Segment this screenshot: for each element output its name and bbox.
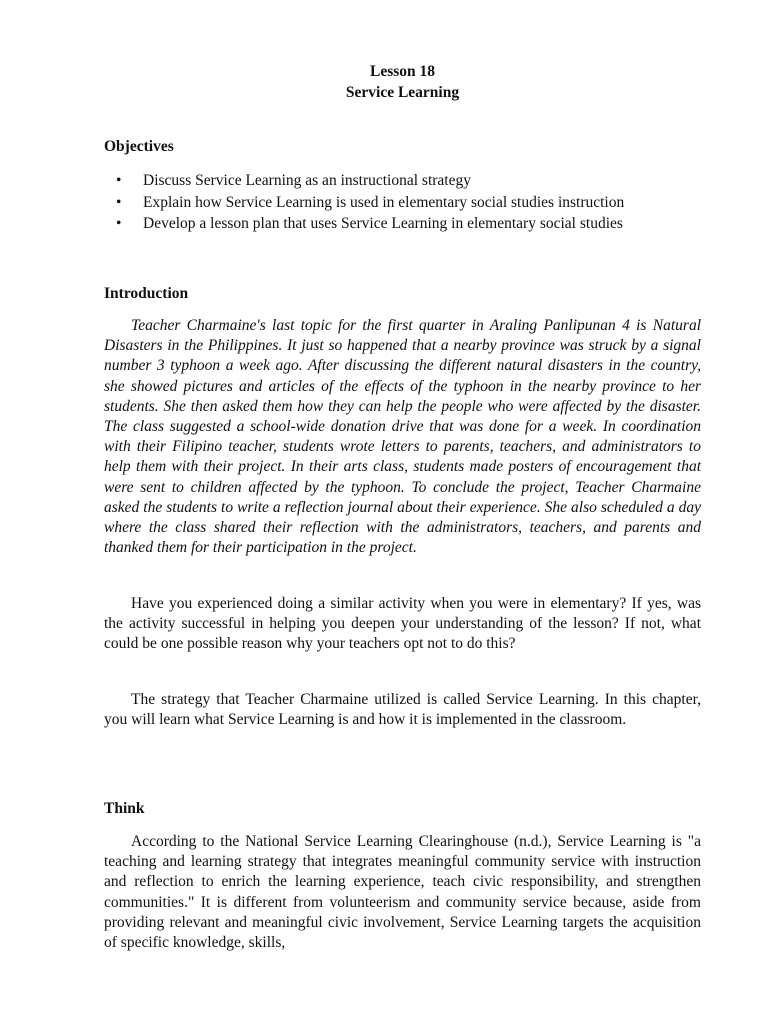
think-definition-paragraph: According to the National Service Learning Clearinghouse (n.d.), Service Learning is "a teaching and learning strategy that integrates meaningful community service with instruction and reflection to enrich the learning experience, teach civic responsibility, and strengthen communities." It is different from volunteerism and community service because, aside from providing relevant and meaningful civic involvement, Service Learning targets the acquisition of specific knowledge, skills, [104, 833, 701, 952]
lesson-number: Lesson 18 [369, 63, 436, 80]
think-heading: Think [104, 800, 145, 817]
objective-text: Discuss Service Learning as an instructional strategy [143, 172, 471, 189]
introduction-scenario-paragraph: Teacher Charmaine's last topic for the first quarter in Araling Panlipunan 4 is Natural Disasters in the Philippines. It just so happened that a nearby province was struck by a signal number 3 typhoon a week ago. After discussing the different natural disasters in the country, she showed pictures and articles of the effects of the typhoon in the nearby province to her students. She then asked them how they can help the people who were affected by the disaster. The class suggested a school-wide donation drive that was done for a week. In coordination with their Filipino teacher, students wrote letters to parents, teachers, and administrators to help them with their project. In their arts class, students made posters of encouragement that were sent to children affected by the typhoon. To conclude the project, Teacher Charmaine asked the students to write a reflection journal about their experience. She also scheduled a day where the class shared their reflection with the administrators, teachers, and parents and thanked them for their participation in the project. [104, 317, 701, 557]
objective-item [104, 193, 701, 215]
objectives-list [104, 171, 701, 236]
objective-item [104, 171, 701, 193]
lesson-title: Service Learning [345, 84, 460, 101]
objectives-heading: Objectives [104, 138, 174, 155]
bullet-icon: • [116, 193, 122, 211]
introduction-strategy-paragraph: The strategy that Teacher Charmaine utilized is called Service Learning. In this chapter, you will learn what Service Learning is and how it is implemented in the classroom. [104, 691, 701, 729]
objective-text: Explain how Service Learning is used in elementary social studies instruction [143, 193, 625, 211]
bullet-icon: • [116, 215, 122, 232]
introduction-heading: Introduction [104, 285, 189, 302]
objective-item [104, 214, 701, 236]
introduction-question-paragraph: Have you experienced doing a similar activity when you were in elementary? If yes, was the activity successful in helping you deepen your understanding of the lesson? If not, what could be one possible reason why your teachers opt not to do this? [104, 595, 701, 653]
objective-text: Develop a lesson plan that uses Service Learning in elementary social studies [143, 215, 623, 232]
bullet-icon: • [116, 172, 122, 189]
